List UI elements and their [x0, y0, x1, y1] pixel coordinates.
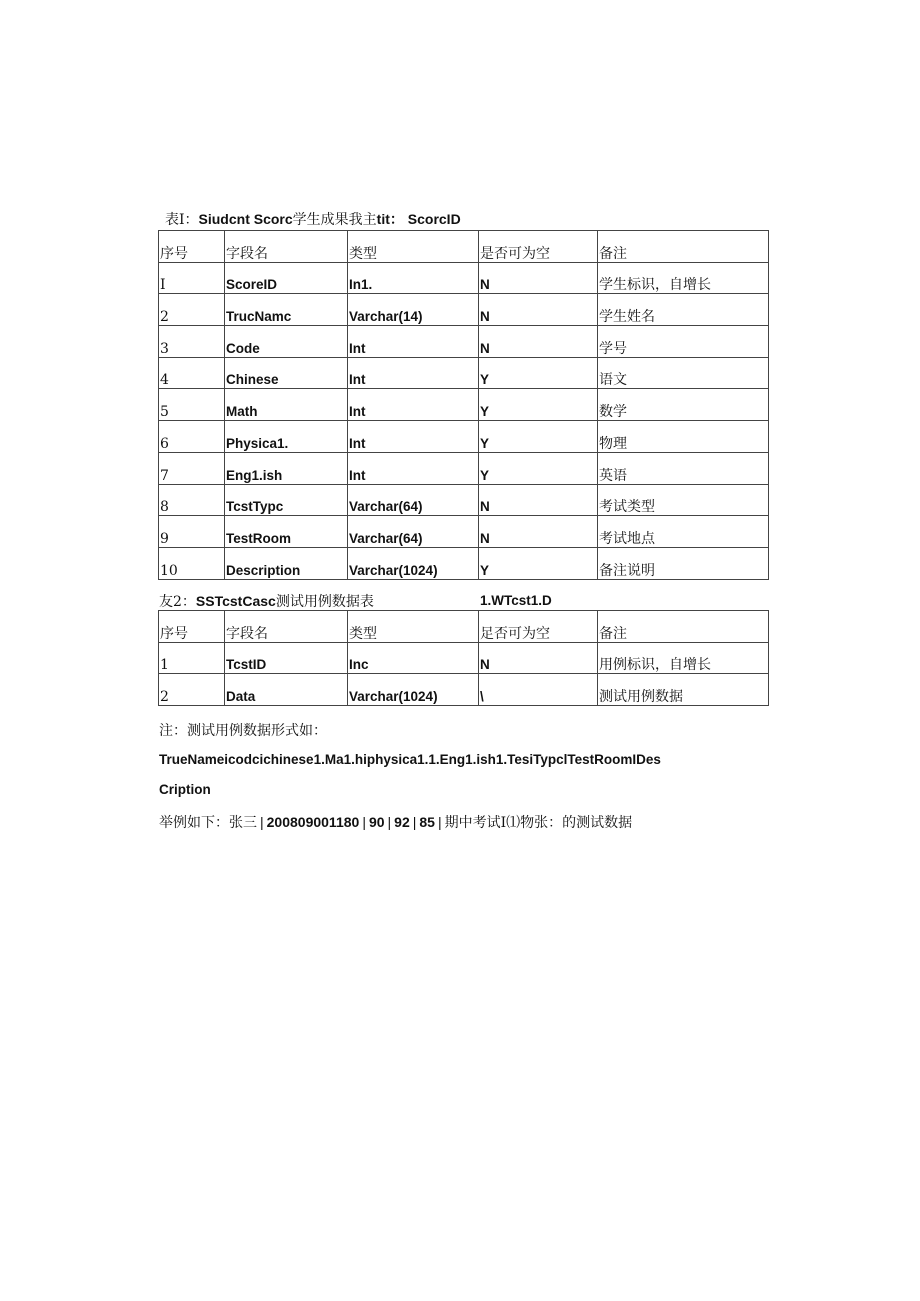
cell-nullable: N	[479, 262, 598, 294]
header-type: 类型	[348, 231, 479, 263]
cell-field-name: Eng1.ish	[225, 452, 348, 484]
cell-field-name: Description	[225, 547, 348, 579]
cell-type: Int	[348, 421, 479, 453]
cell-remark: 数学	[598, 389, 769, 421]
table2-caption-right: 1.WTcst1.D	[480, 593, 552, 608]
cell-remark: 学生姓名	[598, 294, 769, 326]
cell-type: Varchar(14)	[348, 294, 479, 326]
table-row	[159, 421, 769, 453]
header-field-name: 字段名	[225, 611, 348, 643]
cell-field-name: TcstID	[225, 642, 348, 674]
example-prefix: 举例如下：张三	[159, 815, 257, 831]
cell-field-name: Physica1.	[225, 421, 348, 453]
cell-remark: 用例标识，自增长	[598, 642, 769, 674]
cell-nullable: Y	[479, 547, 598, 579]
cell-field-name: ScoreID	[225, 262, 348, 294]
example-line	[159, 812, 632, 832]
table-row	[159, 642, 769, 674]
cell-type: Int	[348, 452, 479, 484]
cell-index: 7	[159, 452, 225, 484]
cell-index: 9	[159, 516, 225, 548]
example-separator: |	[437, 814, 442, 830]
cell-index: 10	[159, 547, 225, 579]
header-remark: 备注	[598, 611, 769, 643]
table-header-row	[159, 231, 769, 263]
cell-field-name: TcstTypc	[225, 484, 348, 516]
cell-field-name: Chinese	[225, 357, 348, 389]
cell-type: Varchar(64)	[348, 484, 479, 516]
table-row	[159, 326, 769, 358]
table-row	[159, 484, 769, 516]
cell-index: 3	[159, 326, 225, 358]
table-row	[159, 516, 769, 548]
header-nullable: 足否可为空	[479, 611, 598, 643]
format-line-1: TrueNameicodcichinese1.Ma1.hiphysica1.1.Eng1.ish1.TesiTypclTestRoomIDes	[159, 752, 661, 767]
example-value-4: 85	[419, 814, 435, 830]
example-suffix: 期中考试I⑴物张：的测试数据	[444, 815, 633, 831]
cell-remark: 测试用例数据	[598, 674, 769, 706]
cell-index: 8	[159, 484, 225, 516]
table1-caption	[165, 209, 461, 229]
table-row	[159, 262, 769, 294]
header-nullable: 是否可为空	[479, 231, 598, 263]
note-text: 注：测试用例数据形式如：	[159, 723, 327, 739]
table1-caption-suffix: tit： ScorcID	[376, 211, 461, 227]
header-index: 序号	[159, 231, 225, 263]
table1-caption-cn: 学生成果我主	[292, 212, 377, 228]
cell-remark: 学号	[598, 326, 769, 358]
cell-index: 6	[159, 421, 225, 453]
cell-nullable: Y	[479, 421, 598, 453]
cell-remark: 语文	[598, 357, 769, 389]
table-row	[159, 294, 769, 326]
table-row	[159, 357, 769, 389]
table-header-row	[159, 611, 769, 643]
cell-remark: 物理	[598, 421, 769, 453]
cell-nullable: Y	[479, 357, 598, 389]
example-value-3: 92	[394, 814, 410, 830]
example-separator: |	[412, 814, 417, 830]
cell-index: 2	[159, 294, 225, 326]
table-row	[159, 452, 769, 484]
header-field-name: 字段名	[225, 231, 348, 263]
test-case-table	[158, 610, 769, 706]
cell-nullable: Y	[479, 452, 598, 484]
cell-index: 4	[159, 357, 225, 389]
cell-type: Inc	[348, 642, 479, 674]
cell-type: In1.	[348, 262, 479, 294]
cell-field-name: TrucNamc	[225, 294, 348, 326]
cell-field-name: TestRoom	[225, 516, 348, 548]
cell-nullable: Y	[479, 389, 598, 421]
format-line-2: Cription	[159, 782, 211, 797]
cell-field-name: Code	[225, 326, 348, 358]
header-remark: 备注	[598, 231, 769, 263]
cell-field-name: Data	[225, 674, 348, 706]
cell-nullable: \	[479, 674, 598, 706]
cell-type: Varchar(64)	[348, 516, 479, 548]
table2-caption	[159, 591, 374, 611]
example-value-1: 200809001180	[266, 814, 360, 830]
example-separator: |	[260, 814, 264, 830]
table-row	[159, 389, 769, 421]
table-row	[159, 674, 769, 706]
header-type: 类型	[348, 611, 479, 643]
table2-caption-prefix: 友2：	[159, 594, 196, 610]
cell-remark: 考试地点	[598, 516, 769, 548]
cell-nullable: N	[479, 484, 598, 516]
cell-nullable: N	[479, 294, 598, 326]
cell-nullable: N	[479, 326, 598, 358]
cell-index: I	[159, 262, 225, 294]
table1-caption-en: Siudcnt Scorc	[198, 211, 293, 227]
table2-caption-en: SSTcstCasc	[195, 593, 276, 609]
cell-nullable: N	[479, 642, 598, 674]
cell-index: 5	[159, 389, 225, 421]
table-row	[159, 547, 769, 579]
cell-type: Int	[348, 389, 479, 421]
cell-type: Int	[348, 357, 479, 389]
table2-caption-cn: 测试用例数据表	[275, 594, 374, 610]
cell-remark: 英语	[598, 452, 769, 484]
example-value-2: 90	[368, 814, 385, 830]
cell-field-name: Math	[225, 389, 348, 421]
cell-nullable: N	[479, 516, 598, 548]
cell-type: Varchar(1024)	[348, 674, 479, 706]
cell-type: Varchar(1024)	[348, 547, 479, 579]
example-separator: |	[362, 814, 366, 830]
cell-type: Int	[348, 326, 479, 358]
cell-remark: 备注说明	[598, 547, 769, 579]
cell-index: 1	[159, 642, 225, 674]
table1-caption-prefix: 表I：	[165, 212, 199, 228]
example-separator: |	[387, 814, 392, 830]
student-score-table	[158, 230, 769, 580]
header-index: 序号	[159, 611, 225, 643]
cell-index: 2	[159, 674, 225, 706]
cell-remark: 考试类型	[598, 484, 769, 516]
cell-remark: 学生标识，自增长	[598, 262, 769, 294]
